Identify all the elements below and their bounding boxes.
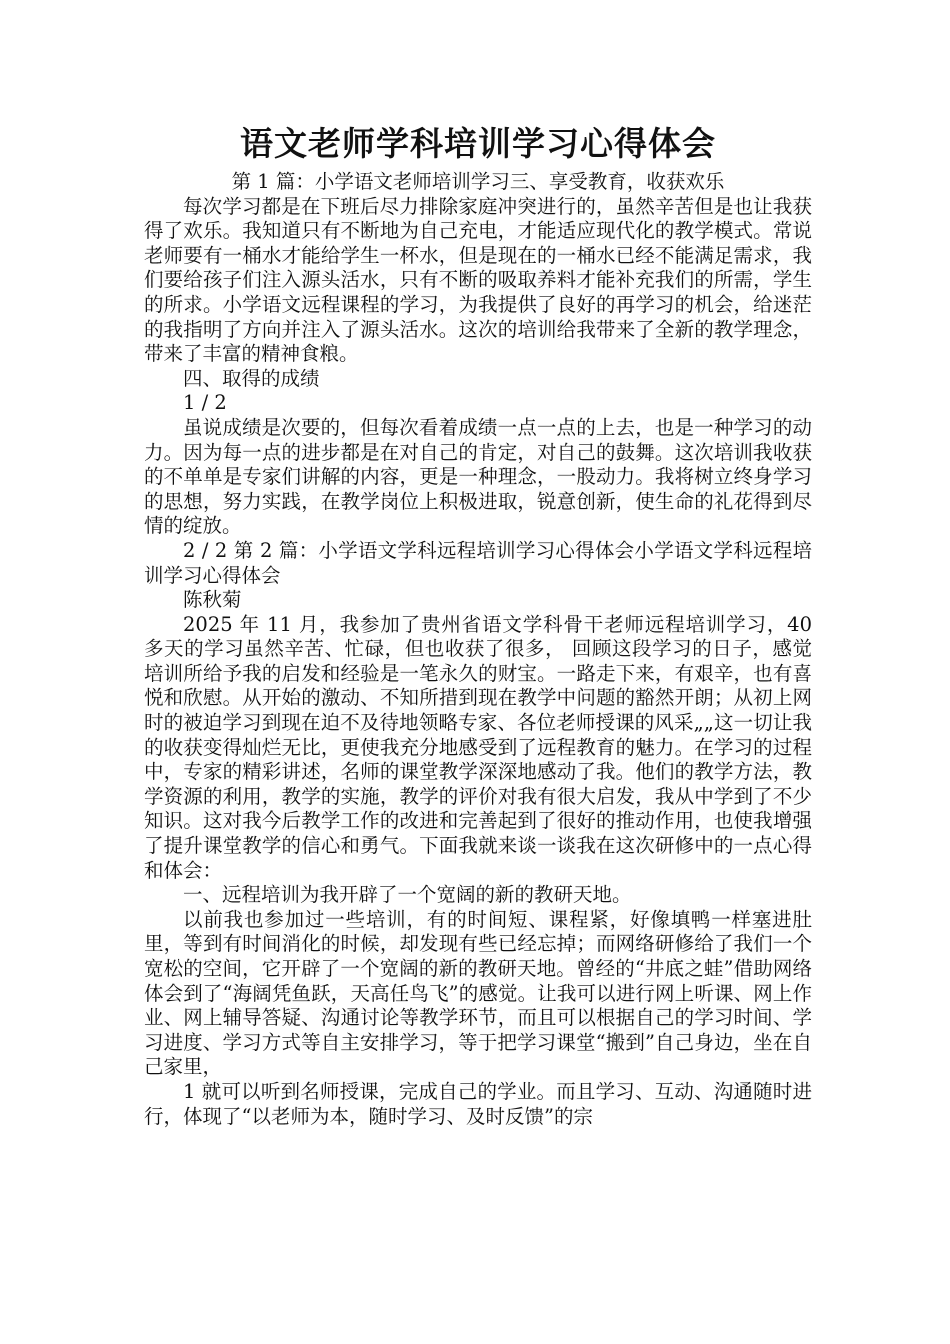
page-marker: 1 / 2 [183,391,227,415]
author-name: 陈秋菊 [183,588,242,612]
document-title: 语文老师学科培训学习心得体会 [240,124,716,163]
body-paragraph: 1 就可以听到名师授课，完成自己的学业。而且学习、互动、沟通随时进行，体现了“以老师为本，随时学习、及时反馈”的宗 [144,1079,812,1128]
subheading: 四、取得的成绩 [183,366,320,390]
section-heading-2: 2 / 2 第 2 篇：小学语文学科远程培训学习心得体会小学语文学科远程培训学习心得体会 [144,538,812,587]
body-paragraph: 以前我也参加过一些培训，有的时间短、课程紧，好像填鸭一样塞进肚里，等到有时间消化的时候，却发现有些已经忘掉；而网络研修给了我们一个宽松的空间，它开辟了一个宽阔的新的教研天地。曾经的“井底之蛙”借助网络体会到了“海阔凭鱼跃，天高任鸟飞”的感觉。让我可以进行网上听课、网上作业、网上辅导答疑、沟通讨论等教学环节，而且可以根据自己的学习时间、学习进度、学习方式等自主安排学习，等于把学习课堂“搬到”自己身边，坐在自己家里， [144,907,812,1079]
section-heading-1: 第 1 篇：小学语文老师培训学习三、享受教育，收获欢乐 [231,170,725,193]
body-paragraph: 2025 年 11 月，我参加了贵州省语文学科骨干老师远程培训学习，40 多天的学习虽然辛苦、忙碌，但也收获了很多， 回顾这段学习的日子，感觉培训所给予我的启发和经验是一笔永久的财宝。一路走下来，有艰辛，也有喜悦和欣慰。从开始的激动、不知所措到现在教学中问题的豁然开朗；从初上网时的被迫学习到现在迫不及待地领略专家、各位老师授课的风采„„这一切让我的收获变得灿烂无比，更使我充分地感受到了远程教育的魅力。在学习的过程中，专家的精彩讲述，名师的课堂教学深深地感动了我。他们的教学方法，教学资源的利用，教学的实施，教学的评价对我有很大启发，我从中学到了不少知识。这对我今后教学工作的改进和完善起到了很好的推动作用，也使我增强了提升课堂教学的信心和勇气。下面我就来谈一谈我在这次研修中的一点心得和体会： [144,612,812,882]
document-page [144,122,812,1129]
body-paragraph: 每次学习都是在下班后尽力排除家庭冲突进行的，虽然辛苦但是也让我获得了欢乐。我知道只有不断地为自己充电，才能适应现代化的教学模式。常说老师要有一桶水才能给学生一杯水，但是现在的一桶水已经不能满足需求，我们要给孩子们注入源头活水，只有不断的吸取养料才能补充我们的所需，学生的所求。小学语文远程课程的学习，为我提供了良好的再学习的机会，给迷茫的我指明了方向并注入了源头活水。这次的培训给我带来了全新的教学理念，带来了丰富的精神食粮。 [144,194,812,366]
body-paragraph: 虽说成绩是次要的，但每次看着成绩一点一点的上去，也是一种学习的动力。因为每一点的进步都是在对自己的肯定，对自己的鼓舞。这次培训我收获的不单单是专家们讲解的内容，更是一种理念，一股动力。我将树立终身学习的思想，努力实践，在教学岗位上积极进取，锐意创新，使生命的礼花得到尽情的绽放。 [144,415,812,538]
subheading: 一、远程培训为我开辟了一个宽阔的新的教研天地。 [183,883,632,907]
